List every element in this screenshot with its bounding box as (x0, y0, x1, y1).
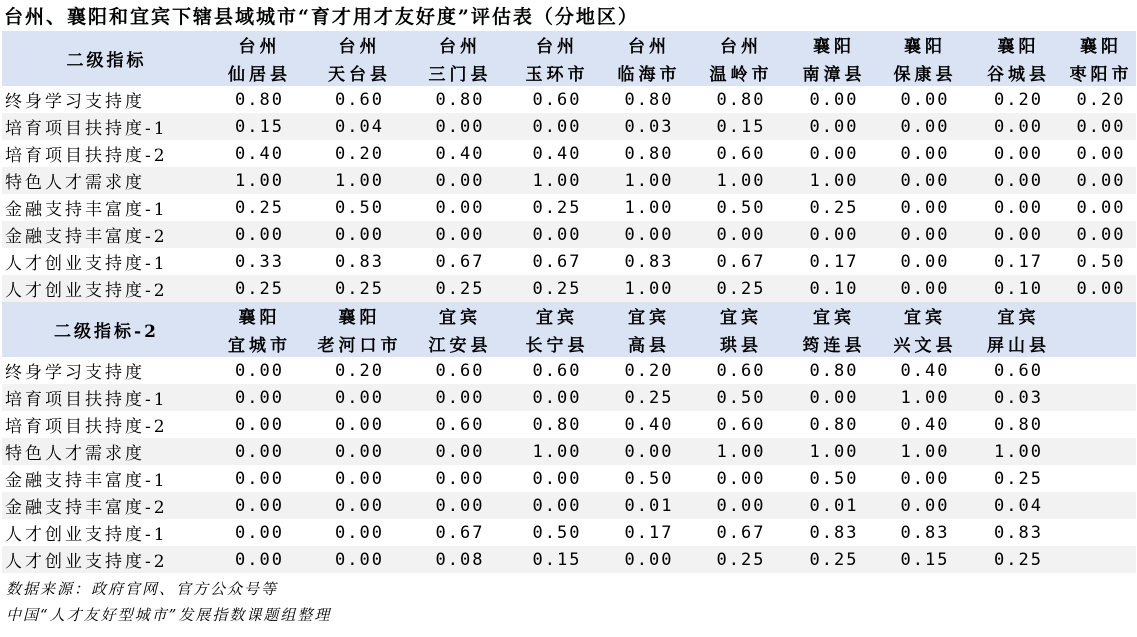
value-cell: 0.00 (900, 468, 950, 489)
value-cell: 0.40 (532, 143, 582, 164)
region-header: 襄阳 (1066, 31, 1136, 58)
value-cell: 0.00 (1076, 197, 1126, 218)
value-cell: 0.00 (1066, 167, 1136, 194)
value-cell: 0.00 (971, 113, 1066, 140)
value-cell: 0.00 (235, 468, 284, 489)
value-cell: 0.01 (605, 492, 693, 519)
value-cell: 0.00 (411, 384, 509, 411)
county-header: 温岭市 (693, 58, 789, 86)
value-cell: 0.00 (235, 414, 284, 435)
table-row (2, 546, 1136, 573)
value-cell: 0.00 (532, 468, 582, 489)
value-cell: 1.00 (789, 167, 879, 194)
value-cell: 0.25 (605, 384, 693, 411)
row-label: 培育项目扶持度-1 (2, 113, 211, 140)
value-cell (1066, 411, 1136, 438)
value-cell: 0.25 (308, 275, 411, 302)
value-cell: 0.80 (435, 89, 485, 110)
table-body (2, 31, 1136, 573)
value-cell: 0.00 (335, 414, 384, 435)
value-cell: 0.00 (1066, 221, 1136, 248)
value-cell: 0.83 (809, 522, 859, 543)
row-label: 人才创业支持度-2 (2, 275, 211, 302)
value-cell: 0.10 (971, 275, 1066, 302)
value-cell: 0.50 (693, 384, 789, 411)
value-cell: 0.00 (605, 221, 693, 248)
value-cell: 0.04 (308, 113, 411, 140)
value-cell: 0.00 (994, 197, 1043, 218)
value-cell: 0.00 (308, 221, 411, 248)
value-cell: 0.67 (716, 251, 766, 272)
value-cell: 0.00 (994, 143, 1043, 164)
value-cell: 0.03 (971, 384, 1066, 411)
value-cell: 0.00 (693, 492, 789, 519)
value-cell: 1.00 (971, 438, 1066, 465)
table-row (2, 411, 1136, 438)
value-cell: 0.67 (435, 251, 485, 272)
value-cell: 0.50 (624, 468, 674, 489)
value-cell: 0.00 (509, 492, 605, 519)
value-cell: 0.80 (994, 414, 1043, 435)
county-header: 宜城市 (211, 329, 308, 357)
value-cell: 1.00 (693, 167, 789, 194)
value-cell: 0.00 (809, 143, 859, 164)
county-header: 珙县 (693, 329, 789, 357)
value-cell: 0.40 (624, 414, 674, 435)
table-row (2, 140, 1136, 167)
table-row (2, 194, 1136, 221)
value-cell: 0.00 (809, 89, 859, 110)
value-cell: 0.00 (211, 438, 308, 465)
value-cell: 0.00 (693, 221, 789, 248)
value-cell (1066, 519, 1136, 546)
row-label: 金融支持丰富度-2 (2, 492, 211, 519)
value-cell: 0.60 (532, 360, 582, 381)
value-cell: 0.50 (716, 197, 766, 218)
value-cell: 0.01 (789, 492, 879, 519)
value-cell: 0.15 (509, 546, 605, 573)
value-cell: 0.67 (532, 251, 582, 272)
value-cell: 0.80 (809, 414, 859, 435)
value-cell: 0.25 (211, 275, 308, 302)
value-cell: 0.80 (809, 360, 859, 381)
value-cell: 0.00 (971, 221, 1066, 248)
value-cell: 0.20 (335, 360, 384, 381)
value-cell: 0.60 (532, 89, 582, 110)
county-header: 江安县 (411, 329, 509, 357)
value-cell: 0.00 (1066, 113, 1136, 140)
header-row-region (2, 302, 1136, 329)
value-cell: 0.50 (335, 197, 384, 218)
value-cell: 0.00 (308, 384, 411, 411)
value-cell: 0.60 (435, 414, 485, 435)
value-cell: 0.00 (879, 275, 971, 302)
row-label: 终身学习支持度 (5, 92, 145, 112)
region-header: 宜宾 (879, 302, 971, 329)
value-cell: 0.00 (879, 167, 971, 194)
value-cell: 0.00 (435, 197, 485, 218)
county-header: 天台县 (308, 58, 411, 86)
value-cell: 0.60 (716, 414, 766, 435)
value-cell: 0.00 (335, 522, 384, 543)
value-cell: 0.15 (879, 546, 971, 573)
region-header: 台州 (308, 31, 411, 58)
county-header: 兴文县 (879, 329, 971, 357)
value-cell: 0.00 (879, 221, 971, 248)
table-row (2, 438, 1136, 465)
value-cell: 1.00 (693, 438, 789, 465)
value-cell (1066, 546, 1136, 573)
value-cell: 0.00 (335, 468, 384, 489)
table-row (2, 275, 1136, 302)
table-row (2, 492, 1136, 519)
value-cell: 0.25 (994, 468, 1043, 489)
value-cell: 0.20 (1076, 89, 1126, 110)
table-row (2, 248, 1136, 275)
value-cell: 0.00 (509, 113, 605, 140)
value-cell: 0.00 (605, 438, 693, 465)
value-cell: 0.25 (509, 275, 605, 302)
value-cell: 0.33 (235, 251, 284, 272)
value-cell: 1.00 (605, 167, 693, 194)
value-cell: 0.83 (900, 522, 950, 543)
value-cell: 0.00 (235, 522, 284, 543)
table-row (2, 465, 1136, 492)
county-header: 老河口市 (308, 329, 411, 357)
value-cell: 0.50 (809, 468, 859, 489)
region-header: 台州 (693, 31, 789, 58)
value-cell: 0.00 (1076, 143, 1126, 164)
value-cell: 1.00 (605, 275, 693, 302)
value-cell: 0.20 (994, 89, 1043, 110)
value-cell: 1.00 (624, 197, 674, 218)
value-cell: 0.00 (789, 221, 879, 248)
value-cell: 0.40 (435, 143, 485, 164)
table-row (2, 384, 1136, 411)
county-header: 高县 (605, 329, 693, 357)
row-label: 培育项目扶持度-2 (5, 146, 168, 166)
value-cell: 0.00 (971, 167, 1066, 194)
region-header: 宜宾 (605, 302, 693, 329)
county-header: 长宁县 (509, 329, 605, 357)
row-label: 金融支持丰富度-2 (2, 221, 211, 248)
value-cell: 1.00 (789, 438, 879, 465)
row-label: 金融支持丰富度-1 (5, 200, 168, 220)
county-header: 南漳县 (789, 58, 879, 86)
indicator-header: 二级指标 (2, 31, 211, 86)
header-row-region (2, 31, 1136, 58)
county-header: 玉环市 (509, 58, 605, 86)
value-cell: 0.80 (235, 89, 284, 110)
region-header (1066, 302, 1136, 329)
value-cell: 0.00 (1066, 275, 1136, 302)
value-cell: 0.17 (624, 522, 674, 543)
table-row (2, 167, 1136, 194)
value-cell: 1.00 (509, 167, 605, 194)
value-cell: 0.25 (809, 197, 859, 218)
value-cell: 0.03 (605, 113, 693, 140)
value-cell: 0.20 (335, 143, 384, 164)
region-header: 宜宾 (971, 302, 1066, 329)
table-title: 台州、襄阳和宜宾下辖县域城市“育才用才友好度”评估表（分地区） (4, 6, 639, 28)
value-cell: 0.00 (411, 113, 509, 140)
source-note: 数据来源：政府官网、官方公众号等 (6, 580, 279, 598)
region-header: 襄阳 (308, 302, 411, 329)
county-header: 三门县 (411, 58, 509, 86)
value-cell: 0.25 (411, 275, 509, 302)
value-cell: 0.00 (308, 546, 411, 573)
value-cell: 0.15 (693, 113, 789, 140)
row-label: 特色人才需求度 (2, 167, 211, 194)
value-cell: 0.10 (789, 275, 879, 302)
value-cell: 0.00 (879, 492, 971, 519)
county-header: 临海市 (605, 58, 693, 86)
value-cell: 0.50 (1076, 251, 1126, 272)
value-cell: 0.83 (624, 251, 674, 272)
value-cell (1066, 492, 1136, 519)
county-header: 枣阳市 (1066, 58, 1136, 86)
value-cell: 0.67 (716, 522, 766, 543)
value-cell: 0.60 (994, 360, 1043, 381)
value-cell: 0.60 (335, 89, 384, 110)
value-cell: 0.00 (411, 438, 509, 465)
value-cell: 0.80 (716, 89, 766, 110)
value-cell: 0.60 (716, 360, 766, 381)
table-row (2, 86, 1136, 113)
value-cell: 0.04 (971, 492, 1066, 519)
value-cell: 0.08 (411, 546, 509, 573)
indicator-header: 二级指标-2 (2, 302, 211, 357)
value-cell: 0.67 (435, 522, 485, 543)
value-cell: 0.00 (509, 221, 605, 248)
value-cell: 0.00 (211, 546, 308, 573)
region-header: 台州 (605, 31, 693, 58)
region-header: 襄阳 (879, 31, 971, 58)
region-header: 襄阳 (211, 302, 308, 329)
value-cell: 0.00 (900, 89, 950, 110)
value-cell: 0.00 (211, 384, 308, 411)
value-cell: 0.40 (900, 414, 950, 435)
value-cell: 0.80 (624, 89, 674, 110)
row-label: 特色人才需求度 (2, 438, 211, 465)
region-header: 宜宾 (789, 302, 879, 329)
value-cell: 0.20 (624, 360, 674, 381)
value-cell (1066, 384, 1136, 411)
county-header (1066, 329, 1136, 357)
region-header: 台州 (211, 31, 308, 58)
value-cell: 1.00 (879, 438, 971, 465)
value-cell (1066, 465, 1136, 492)
value-cell (1066, 438, 1136, 465)
region-header: 台州 (411, 31, 509, 58)
value-cell: 0.00 (411, 492, 509, 519)
value-cell: 0.00 (716, 468, 766, 489)
value-cell: 0.00 (211, 492, 308, 519)
county-header: 仙居县 (211, 58, 308, 86)
value-cell: 0.50 (532, 522, 582, 543)
value-cell: 0.00 (509, 384, 605, 411)
value-cell: 0.00 (789, 384, 879, 411)
region-header: 宜宾 (411, 302, 509, 329)
value-cell: 0.25 (971, 546, 1066, 573)
row-label: 人才创业支持度-1 (5, 525, 168, 545)
value-cell: 0.80 (624, 143, 674, 164)
row-label: 培育项目扶持度-2 (5, 417, 168, 437)
value-cell: 1.00 (509, 438, 605, 465)
value-cell: 1.00 (211, 167, 308, 194)
value-cell: 0.15 (211, 113, 308, 140)
region-header: 襄阳 (789, 31, 879, 58)
value-cell: 0.00 (308, 438, 411, 465)
region-header: 台州 (509, 31, 605, 58)
value-cell: 0.00 (900, 197, 950, 218)
table-row (2, 519, 1136, 546)
credit-note: 中国“人才友好型城市”发展指数课题组整理 (6, 606, 332, 624)
value-cell: 0.00 (308, 492, 411, 519)
value-cell: 0.00 (411, 167, 509, 194)
table-row (2, 357, 1136, 384)
value-cell: 0.25 (789, 546, 879, 573)
evaluation-table (2, 31, 1136, 573)
value-cell: 0.17 (994, 251, 1043, 272)
row-label: 培育项目扶持度-1 (2, 384, 211, 411)
value-cell: 0.83 (335, 251, 384, 272)
value-cell: 0.00 (900, 143, 950, 164)
region-header: 宜宾 (693, 302, 789, 329)
table-row (2, 113, 1136, 140)
value-cell: 0.00 (879, 113, 971, 140)
value-cell: 1.00 (879, 384, 971, 411)
value-cell: 0.00 (435, 468, 485, 489)
value-cell: 0.00 (211, 221, 308, 248)
value-cell: 0.60 (435, 360, 485, 381)
region-header: 襄阳 (971, 31, 1066, 58)
value-cell (1066, 357, 1136, 384)
table-row (2, 221, 1136, 248)
value-cell: 0.00 (605, 546, 693, 573)
row-label: 人才创业支持度-2 (2, 546, 211, 573)
county-header: 筠连县 (789, 329, 879, 357)
value-cell: 0.00 (900, 251, 950, 272)
row-label: 终身学习支持度 (5, 363, 145, 383)
value-cell: 0.80 (532, 414, 582, 435)
value-cell: 1.00 (308, 167, 411, 194)
value-cell: 0.40 (900, 360, 950, 381)
county-header: 保康县 (879, 58, 971, 86)
value-cell: 0.60 (716, 143, 766, 164)
value-cell: 0.00 (411, 221, 509, 248)
value-cell: 0.40 (235, 143, 284, 164)
value-cell: 0.25 (235, 197, 284, 218)
value-cell: 0.25 (693, 275, 789, 302)
region-header: 宜宾 (509, 302, 605, 329)
value-cell: 0.17 (809, 251, 859, 272)
value-cell: 0.00 (789, 113, 879, 140)
value-cell: 0.83 (994, 522, 1043, 543)
row-label: 人才创业支持度-1 (5, 254, 168, 274)
county-header: 谷城县 (971, 58, 1066, 86)
county-header: 屏山县 (971, 329, 1066, 357)
value-cell: 0.00 (235, 360, 284, 381)
row-label: 金融支持丰富度-1 (5, 471, 168, 491)
value-cell: 0.25 (693, 546, 789, 573)
value-cell: 0.25 (532, 197, 582, 218)
